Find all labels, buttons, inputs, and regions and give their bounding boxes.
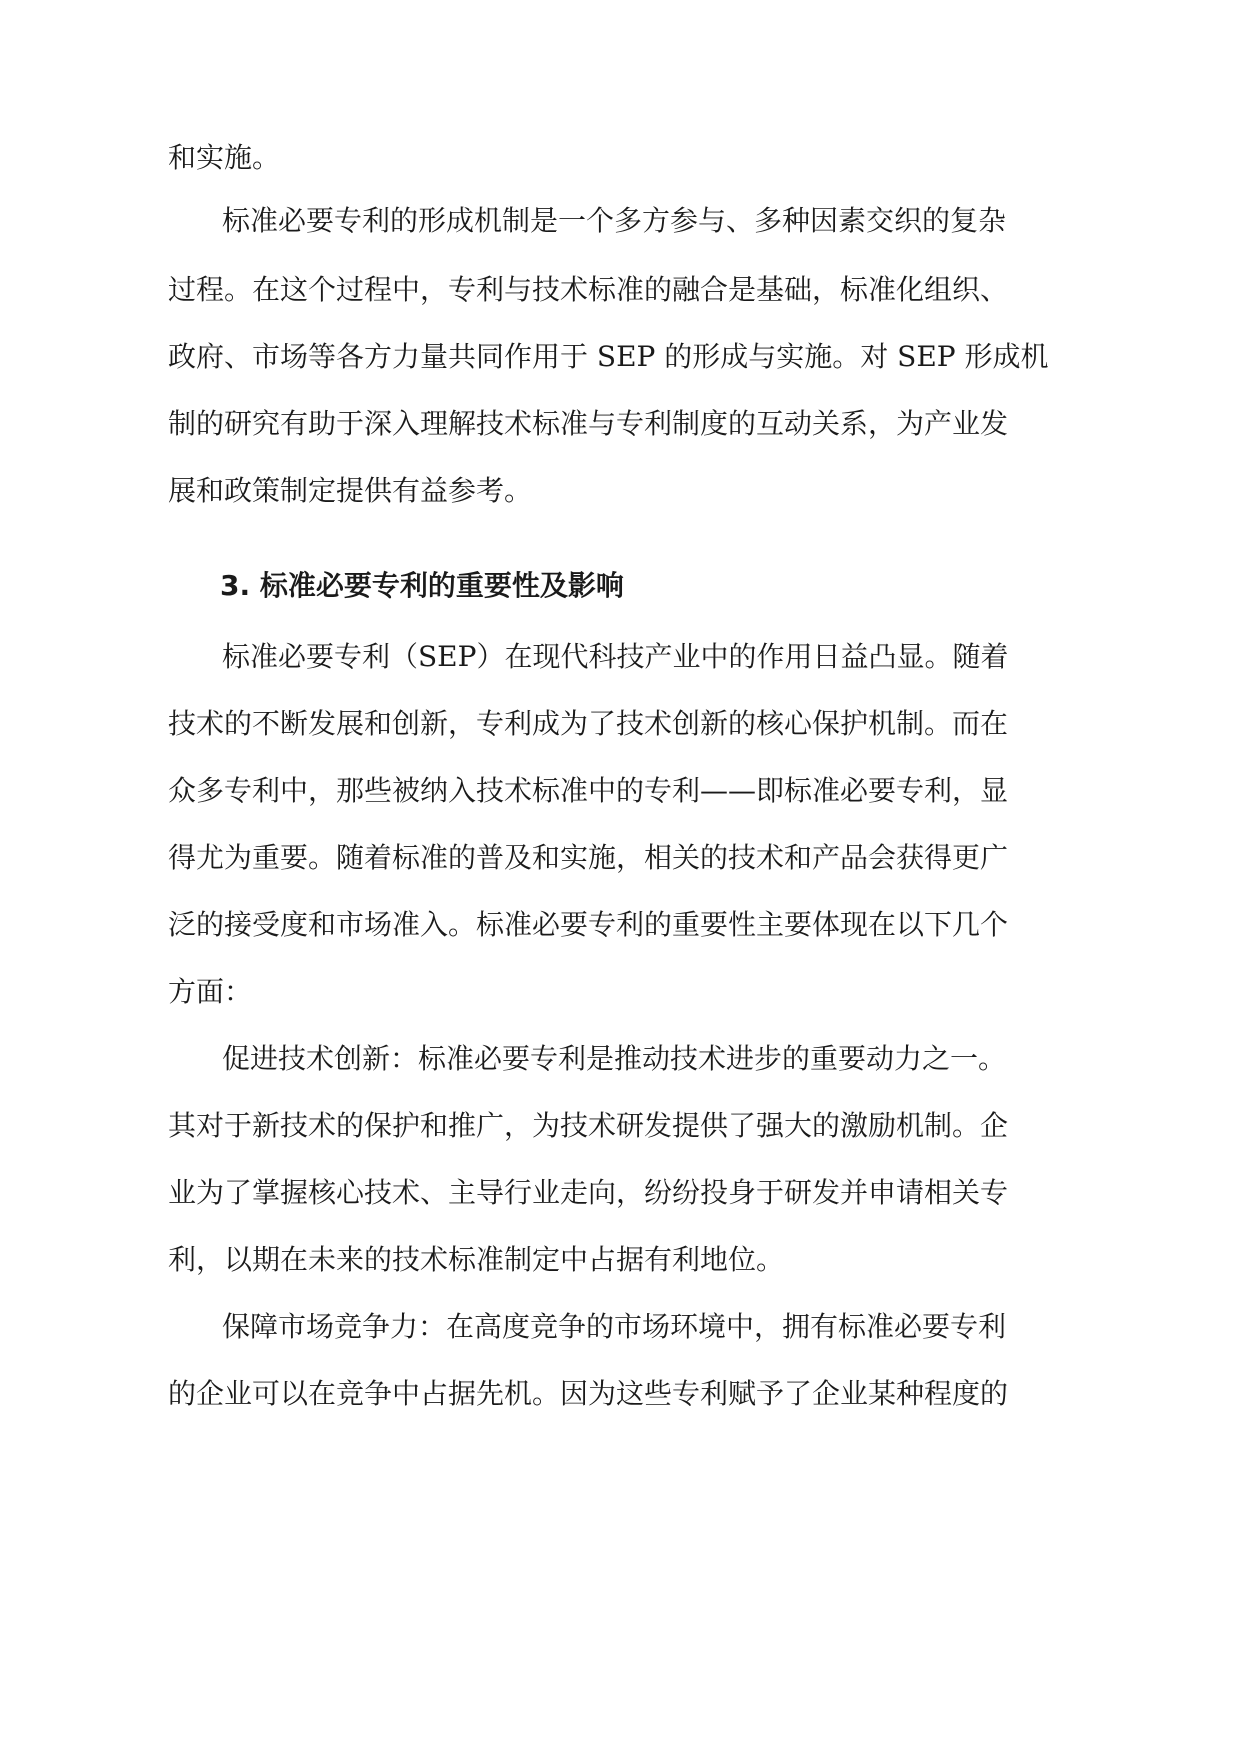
paragraph-line: 泛的接受度和市场准入。标准必要专利的重要性主要体现在以下几个: [168, 908, 1009, 941]
paragraph-line: 标准必要专利（SEP）在现代科技产业中的作用日益凸显。随着: [222, 640, 1009, 673]
section-heading: 3. 标准必要专利的重要性及影响: [220, 569, 624, 602]
paragraph-line: 业为了掌握核心技术、主导行业走向，纷纷投身于研发并申请相关专: [168, 1176, 1009, 1209]
paragraph-line: 利，以期在未来的技术标准制定中占据有利地位。: [168, 1243, 785, 1276]
paragraph-line: 保障市场竞争力：在高度竞争的市场环境中，拥有标准必要专利: [222, 1310, 1007, 1343]
paragraph-line: 技术的不断发展和创新，专利成为了技术创新的核心保护机制。而在: [168, 707, 1009, 740]
paragraph-line: 的企业可以在竞争中占据先机。因为这些专利赋予了企业某种程度的: [168, 1377, 1009, 1410]
paragraph-line: 众多专利中，那些被纳入技术标准中的专利——即标准必要专利，显: [168, 774, 1009, 807]
paragraph-line: 过程。在这个过程中，专利与技术标准的融合是基础，标准化组织、: [168, 273, 1009, 306]
paragraph-line: 和实施。: [168, 141, 281, 174]
paragraph-line: 政府、市场等各方力量共同作用于 SEP 的形成与实施。对 SEP 形成机: [168, 340, 1049, 373]
paragraph-line: 制的研究有助于深入理解技术标准与专利制度的互动关系，为产业发: [168, 407, 1009, 440]
paragraph-line: 标准必要专利的形成机制是一个多方参与、多种因素交织的复杂: [222, 204, 1007, 237]
paragraph-line: 促进技术创新：标准必要专利是推动技术进步的重要动力之一。: [222, 1042, 1007, 1075]
paragraph-line: 方面：: [168, 975, 253, 1008]
paragraph-line: 展和政策制定提供有益参考。: [168, 474, 533, 507]
paragraph-line: 得尤为重要。随着标准的普及和实施，相关的技术和产品会获得更广: [168, 841, 1009, 874]
paragraph-line: 其对于新技术的保护和推广，为技术研发提供了强大的激励机制。企: [168, 1109, 1009, 1142]
